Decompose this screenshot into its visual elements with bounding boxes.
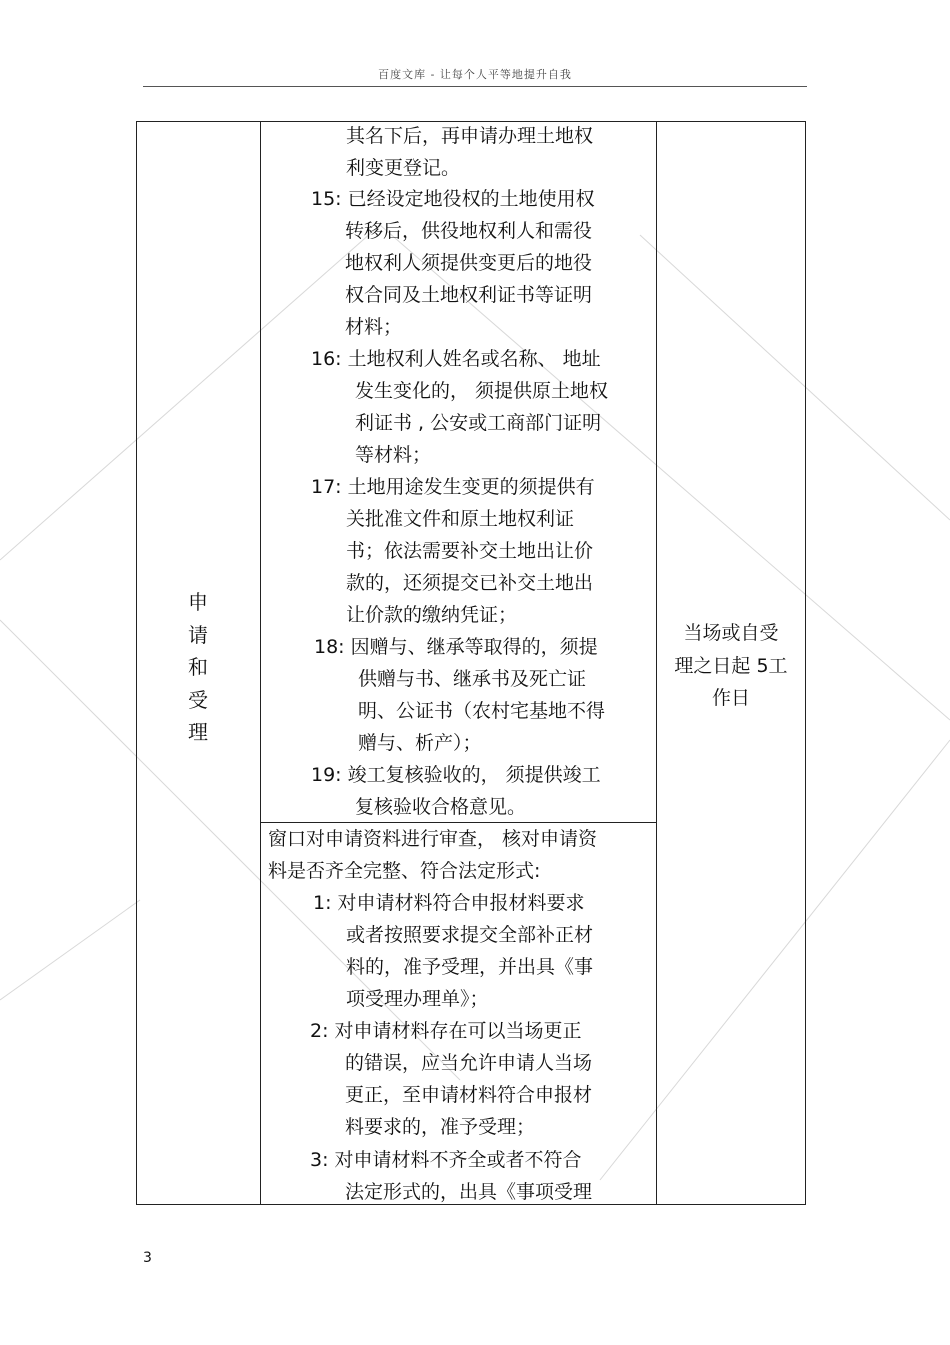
materials-line: 16: 土地权利人姓名或名称、 地址: [311, 348, 601, 370]
page-number: 3: [143, 1250, 152, 1266]
review-line: 料的，准予受理，并出具《事: [346, 956, 594, 978]
time-limit-line: 理之日起 5工: [674, 654, 788, 677]
materials-line: 发生变化的， 须提供原土地权: [355, 380, 609, 402]
materials-line: 让价款的缴纳凭证；: [346, 604, 518, 626]
materials-line: 地权利人须提供变更后的地役: [345, 252, 593, 274]
materials-line: 其名下后，再申请办理土地权: [346, 125, 594, 147]
materials-line: 复核验收合格意见。: [355, 796, 527, 818]
materials-line: 18: 因赠与、继承等取得的，须提: [314, 636, 598, 658]
materials-line: 利证书 , 公安或工商部门证明: [355, 412, 602, 434]
materials-line: 利变更登记。: [346, 157, 461, 179]
materials-line: 明、公证书（农村宅基地不得: [358, 700, 606, 722]
header-divider: [143, 86, 807, 87]
materials-line: 书；依法需要补交土地出让价: [346, 540, 594, 562]
stage-char: 受: [188, 687, 208, 712]
materials-line: 供赠与书、继承书及死亡证: [358, 668, 587, 690]
time-limit-line: 作日: [711, 687, 750, 709]
stage-char: 申: [188, 590, 208, 614]
materials-line: 材料；: [345, 316, 403, 338]
review-line: 更正，至申请材料符合申报材: [345, 1084, 593, 1106]
review-line: 1: 对申请材料符合申报材料要求: [313, 892, 585, 914]
review-line: 料要求的，准予受理；: [345, 1116, 536, 1138]
review-line: 或者按照要求提交全部补正材: [346, 924, 594, 946]
review-line: 料是否齐全完整、符合法定形式:: [268, 860, 541, 882]
stage-char: 和: [188, 655, 208, 679]
stage-char: 理: [188, 720, 208, 744]
time-limit: [657, 617, 805, 715]
time-limit-line: 当场或自受: [683, 622, 779, 644]
materials-line: 17: 土地用途发生变更的须提供有: [311, 476, 595, 498]
materials-line: 15: 已经设定地役权的土地使用权: [311, 188, 595, 210]
materials-line: 款的，还须提交已补交土地出: [346, 572, 594, 594]
review-line: 3: 对申请材料不齐全或者不符合: [310, 1149, 582, 1171]
review-line: 的错误，应当允许申请人当场: [345, 1052, 593, 1074]
materials-line: 权合同及土地权利证书等证明: [345, 284, 593, 306]
materials-line: 19: 竣工复核验收的， 须提供竣工: [311, 764, 601, 786]
materials-line: 赠与、析产）；: [358, 732, 482, 754]
review-line: 法定形式的，出具《事项受理: [345, 1181, 593, 1203]
review-line: 项受理办理单》；: [346, 988, 489, 1010]
stage-char: 请: [188, 622, 208, 647]
materials-line: 转移后，供役地权利人和需役: [345, 220, 593, 242]
materials-line: 等材料；: [355, 444, 432, 466]
review-line: 窗口对申请资料进行审查， 核对申请资: [268, 828, 598, 850]
stage-label: [136, 586, 260, 749]
materials-line: 关批准文件和原土地权利证: [346, 508, 575, 530]
review-line: 2: 对申请材料存在可以当场更正: [310, 1020, 582, 1042]
page-header: 百度文库 - 让每个人平等地提升自我: [378, 68, 572, 81]
